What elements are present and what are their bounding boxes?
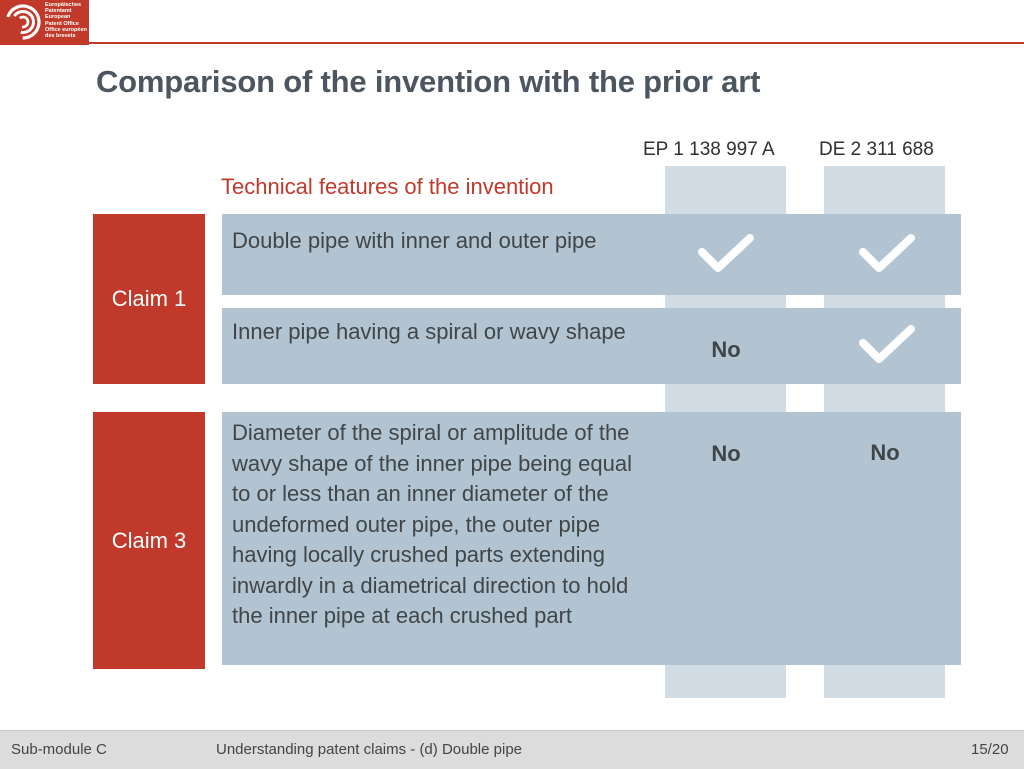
result-no: No	[711, 337, 741, 362]
claim-3-box	[93, 412, 205, 669]
footer-module: Sub-module C	[11, 741, 107, 758]
logo-line: Europäisches	[45, 2, 82, 8]
slide-title: Comparison of the invention with the prior art	[96, 64, 761, 99]
checkmark-icon	[697, 232, 755, 276]
footer-topic: Understanding patent claims - (d) Double pipe	[216, 741, 522, 758]
result-no: No	[711, 441, 741, 466]
column-header-ep: EP 1 138 997 A	[643, 139, 775, 160]
checkmark-icon	[858, 232, 916, 276]
column-header-de: DE 2 311 688	[819, 139, 934, 160]
logo-line: European	[45, 14, 71, 21]
claim-label: Claim 1	[111, 286, 187, 311]
epo-logo-mark-icon	[4, 3, 42, 41]
epo-logo	[0, 0, 89, 45]
checkmark-icon	[858, 323, 916, 367]
logo-line: des brevets	[45, 33, 76, 40]
page-number: 15/20	[971, 741, 1009, 758]
features-label: Technical features of the invention	[221, 174, 554, 199]
result-no: No	[870, 440, 900, 465]
header-rule	[89, 42, 1024, 44]
claim-label: Claim 3	[111, 527, 187, 553]
feature-text: Diameter of the spiral or amplitude of the wavy shape of the inner pipe being equal to or less than an inner diameter of the undeformed outer pipe, the outer pipe having locally crushed parts extending inwardly in a diametrical direction to hold the inner pipe at each crushed part	[232, 420, 632, 628]
logo-line: Patent Office	[45, 20, 79, 27]
epo-logo-text	[45, 2, 87, 39]
logo-line: Office européen	[45, 26, 87, 33]
claim-1-box	[93, 214, 205, 384]
feature-text: Double pipe with inner and outer pipe	[232, 228, 597, 253]
feature-text: Inner pipe having a spiral or wavy shape	[232, 319, 626, 344]
logo-line: Patentamt	[45, 8, 72, 15]
